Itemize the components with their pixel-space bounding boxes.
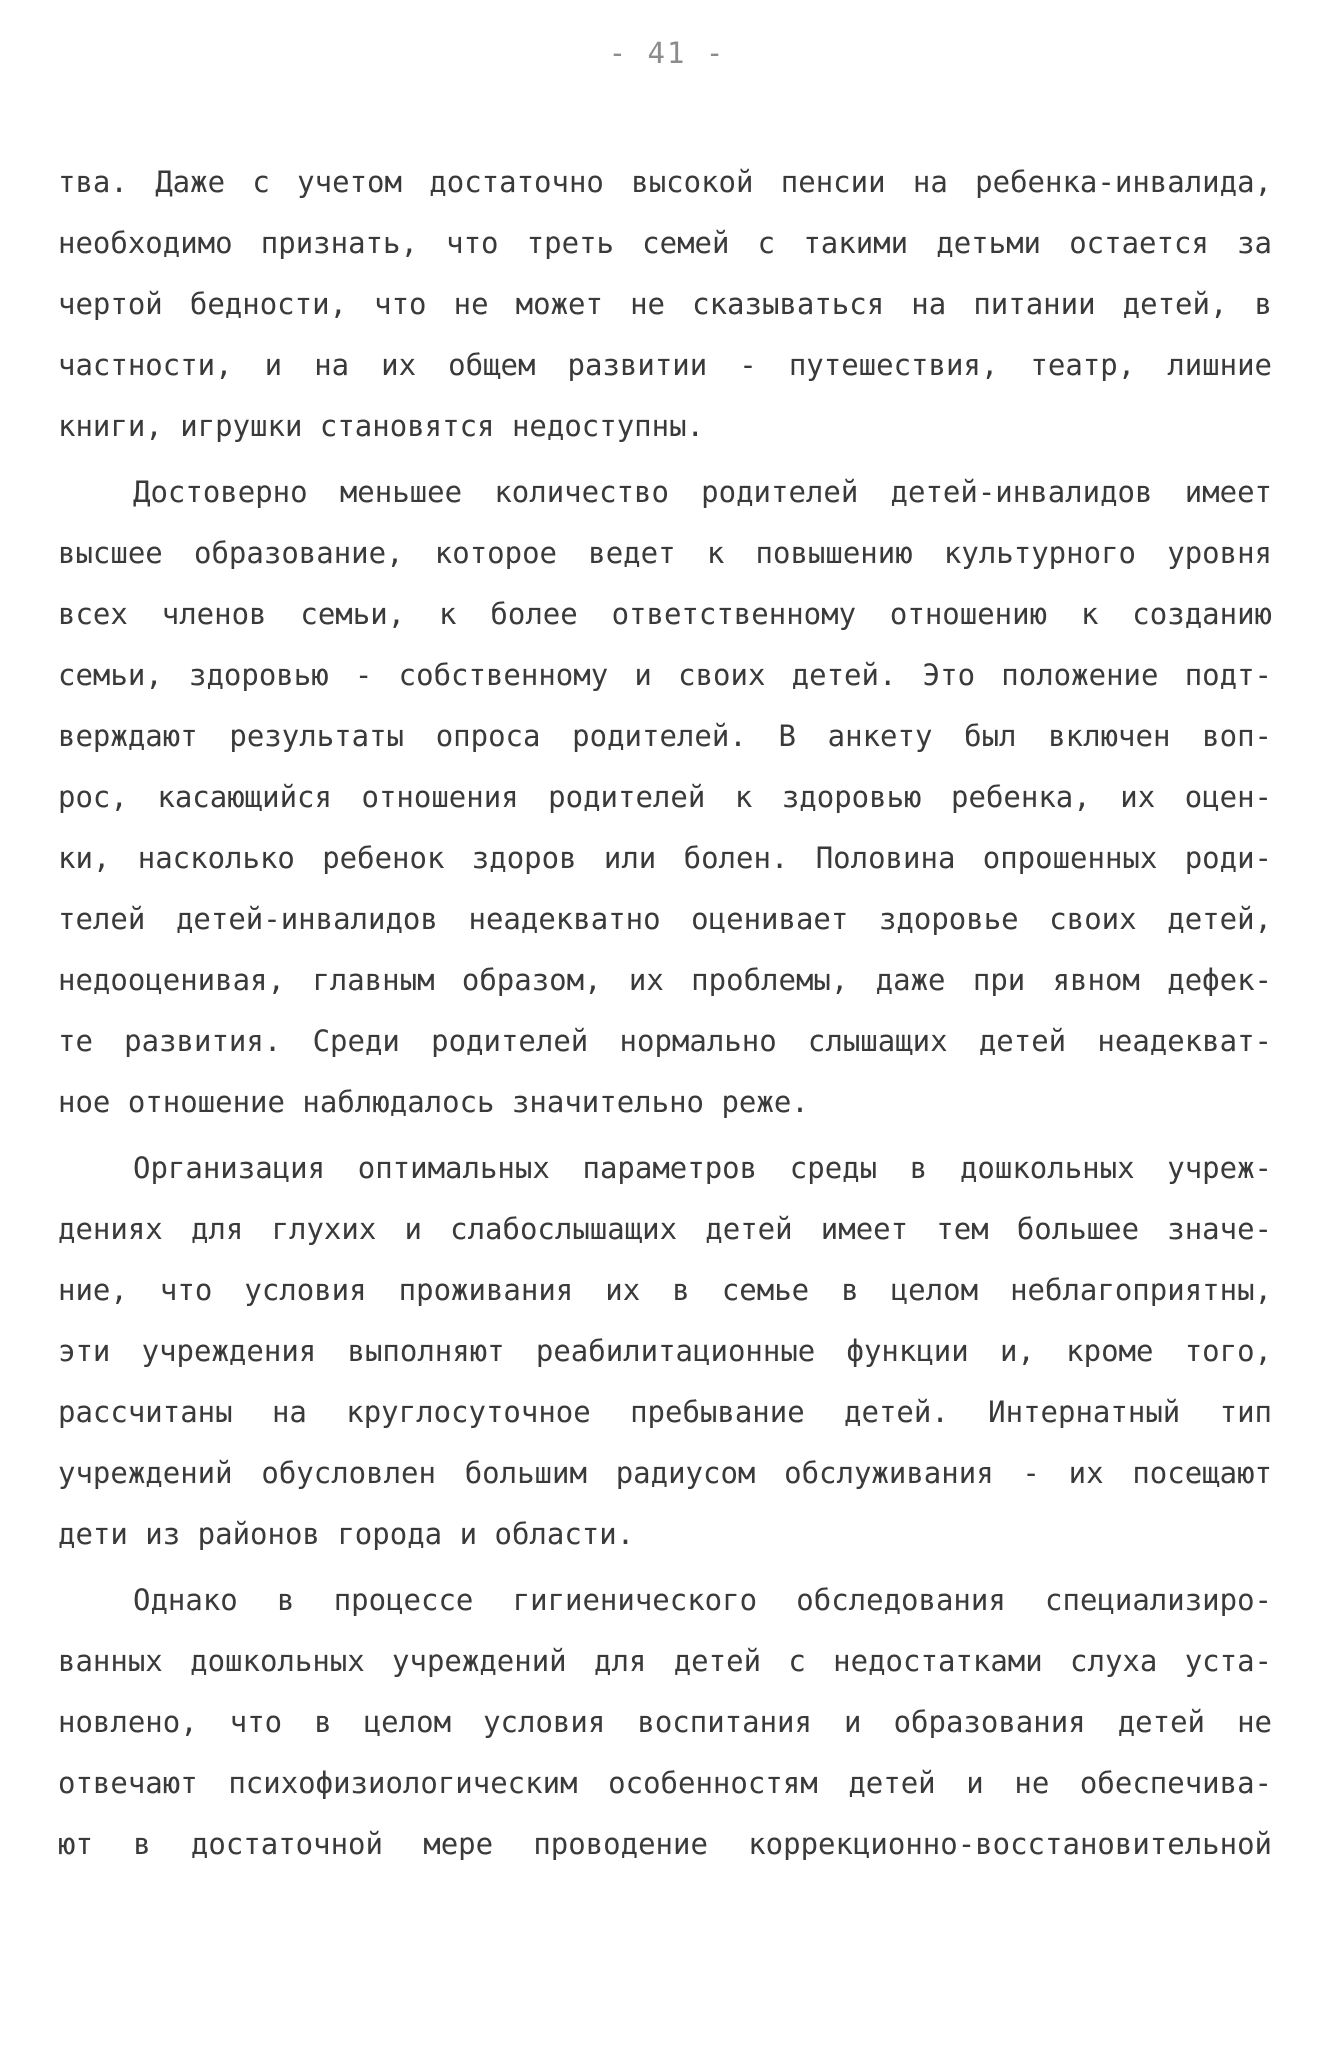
text-line: Организация оптимальных параметров среды в дошкольных учреж- — [133, 1151, 1272, 1185]
text-line: высшее образование, которое ведет к повышению культурного уровня — [58, 536, 1272, 570]
text-line: ванных дошкольных учреждений для детей с недостатками слуха уста- — [58, 1644, 1272, 1678]
text-line: чертой бедности, что не может не сказываться на питании детей, в — [58, 287, 1272, 321]
text-line: книги, игрушки становятся недоступны. — [58, 409, 705, 443]
text-line: ное отношение наблюдалось значительно реже. — [58, 1085, 809, 1119]
text-line: частности, и на их общем развитии - путешествия, театр, лишние — [58, 348, 1272, 382]
text-line: всех членов семьи, к более ответственному отношению к созданию — [58, 597, 1272, 631]
text-line: новлено, что в целом условия воспитания и образования детей не — [58, 1705, 1272, 1739]
text-line: недооценивая, главным образом, их проблемы, даже при явном дефек- — [58, 963, 1272, 997]
page-number: - 41 - — [608, 36, 726, 70]
text-line: рос, касающийся отношения родителей к здоровью ребенка, их оцен- — [58, 780, 1272, 814]
text-line: эти учреждения выполняют реабилитационные функции и, кроме того, — [58, 1334, 1272, 1368]
text-line: верждают результаты опроса родителей. В анкету был включен воп- — [58, 719, 1272, 753]
text-line: те развития. Среди родителей нормально слышащих детей неадекват- — [58, 1024, 1272, 1058]
text-line: тва. Даже с учетом достаточно высокой пенсии на ребенка-инвалида, — [58, 165, 1272, 199]
text-line: ки, насколько ребенок здоров или болен. Половина опрошенных роди- — [58, 841, 1272, 875]
text-line: ют в достаточной мере проводение коррекционно-восстановительной — [58, 1827, 1272, 1861]
text-line: Однако в процессе гигиенического обследования специализиро- — [133, 1583, 1272, 1617]
text-line: учреждений обусловлен большим радиусом обслуживания - их посещают — [58, 1456, 1272, 1490]
text-line: Достоверно меньшее количество родителей детей-инвалидов имеет — [133, 475, 1272, 509]
text-line: необходимо признать, что треть семей с такими детьми остается за — [58, 226, 1272, 260]
text-line: дениях для глухих и слабослышащих детей имеет тем большее значе- — [58, 1212, 1272, 1246]
text-line: ние, что условия проживания их в семье в целом неблагоприятны, — [58, 1273, 1272, 1307]
text-line: семьи, здоровью - собственному и своих детей. Это положение подт- — [58, 658, 1272, 692]
text-line: дети из районов города и области. — [58, 1517, 635, 1551]
text-line: отвечают психофизиологическим особенностям детей и не обеспечива- — [58, 1766, 1272, 1800]
text-line: рассчитаны на круглосуточное пребывание детей. Интернатный тип — [58, 1395, 1272, 1429]
text-line: телей детей-инвалидов неадекватно оценивает здоровье своих детей, — [58, 902, 1272, 936]
